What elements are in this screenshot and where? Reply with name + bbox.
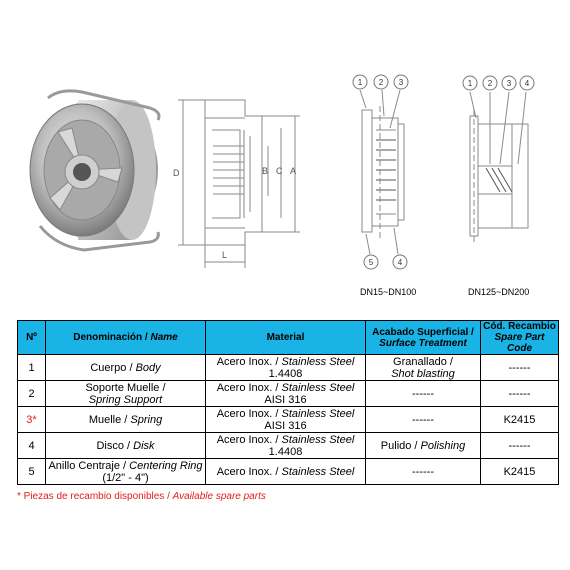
row-no: 2 [18, 381, 46, 407]
row-finish [366, 433, 481, 459]
header-no: Nº [18, 321, 46, 355]
name-es: Disco / [96, 439, 134, 452]
callout-large-4: 4 [524, 79, 530, 88]
fin-en: Shot blasting [391, 367, 455, 380]
mat-es: Acero Inox. / [216, 355, 282, 368]
mat-es: Acero Inox. / [216, 465, 282, 478]
fin-es: Pulido / [380, 439, 421, 452]
header-name-en: Name [150, 332, 178, 343]
row-no: 1 [18, 355, 46, 381]
name-en: Centering Ring [129, 459, 203, 472]
name-es: Soporte Muelle / [85, 381, 166, 394]
dim-B: B [262, 166, 269, 176]
footnote-es: * Piezas de recambio disponibles / [17, 491, 173, 502]
name-es: Anillo Centraje / [48, 459, 130, 472]
dimension-drawing [178, 100, 300, 268]
row-name [46, 355, 206, 381]
row-name [46, 459, 206, 485]
row-no: 5 [18, 459, 46, 485]
row-material [206, 381, 366, 407]
header-finish-es: Acabado Superficial / [372, 326, 474, 338]
name-es: Cuerpo / [90, 361, 136, 374]
mat-grade: 1.4408 [268, 445, 303, 458]
row-code: ------ [481, 355, 559, 381]
callout-5: 5 [368, 258, 374, 267]
drawing-label-small: DN15~DN100 [360, 287, 417, 297]
row-material [206, 459, 366, 485]
dim-C: C [276, 166, 283, 176]
row-name [46, 381, 206, 407]
name-en: Disk [133, 439, 155, 452]
table-row [18, 459, 559, 485]
footnote-en: Available spare parts [172, 491, 266, 502]
callout-2: 2 [378, 78, 384, 87]
table-row [18, 407, 559, 433]
header-name [46, 321, 206, 355]
name-en: Spring Support [88, 393, 163, 406]
table-row [18, 355, 559, 381]
row-no: 4 [18, 433, 46, 459]
spring-coils [213, 146, 244, 194]
mat-en: Stainless Steel [281, 465, 355, 478]
mat-es: Acero Inox. / [216, 381, 282, 394]
header-material: Material [206, 321, 366, 355]
mat-en: Stainless Steel [281, 355, 355, 368]
callout-4: 4 [397, 258, 403, 267]
mat-es: Acero Inox. / [216, 407, 282, 420]
row-no: 3* [18, 407, 46, 433]
callout-large-3: 3 [506, 79, 512, 88]
row-code: ------ [481, 433, 559, 459]
callouts-large [463, 76, 534, 90]
row-name [46, 433, 206, 459]
table-row [18, 381, 559, 407]
row-material [206, 407, 366, 433]
header-finish-en: Surface Treatment [379, 337, 467, 349]
header-code-en: Spare Part Code [494, 332, 545, 354]
fin-es: Granallado / [393, 355, 453, 368]
parts-table [17, 320, 559, 485]
callout-large-1: 1 [467, 79, 473, 88]
dim-L: L [222, 250, 228, 260]
row-finish: ------ [366, 407, 481, 433]
callout-1: 1 [357, 78, 363, 87]
mat-en: Stainless Steel [281, 381, 355, 394]
mat-en: Stainless Steel [281, 407, 355, 420]
row-name [46, 407, 206, 433]
dim-D: D [173, 168, 180, 178]
section-drawing-small [360, 90, 404, 254]
header-code-es: Cód. Recambio [483, 321, 556, 332]
drawing-label-large: DN125~DN200 [468, 287, 530, 297]
header-name-es: Denominación / [73, 332, 151, 343]
row-material [206, 355, 366, 381]
row-code: K2415 [481, 459, 559, 485]
table-row [18, 433, 559, 459]
section-drawing-large [470, 92, 528, 244]
header-code [481, 321, 559, 355]
row-code: K2415 [481, 407, 559, 433]
row-code: ------ [481, 381, 559, 407]
dimension-labels [173, 166, 296, 260]
name-en: Spring [130, 413, 163, 426]
name-sub: (1/2" - 4") [102, 471, 149, 484]
name-es: Muelle / [88, 413, 131, 426]
row-finish: ------ [366, 459, 481, 485]
row-finish [366, 355, 481, 381]
mat-grade: AISI 316 [264, 419, 307, 432]
dim-A: A [290, 166, 297, 176]
table-header-row [18, 321, 559, 355]
mat-en: Stainless Steel [281, 433, 355, 446]
name-en: Body [135, 361, 161, 374]
callout-3: 3 [398, 78, 404, 87]
row-finish: ------ [366, 381, 481, 407]
row-material [206, 433, 366, 459]
valve-photo [30, 91, 159, 250]
fin-en: Polishing [420, 439, 466, 452]
mat-es: Acero Inox. / [216, 433, 282, 446]
footnote [17, 491, 266, 502]
mat-grade: AISI 316 [264, 393, 307, 406]
header-finish [366, 321, 481, 355]
mat-grade: 1.4408 [268, 367, 303, 380]
callout-large-2: 2 [487, 79, 493, 88]
